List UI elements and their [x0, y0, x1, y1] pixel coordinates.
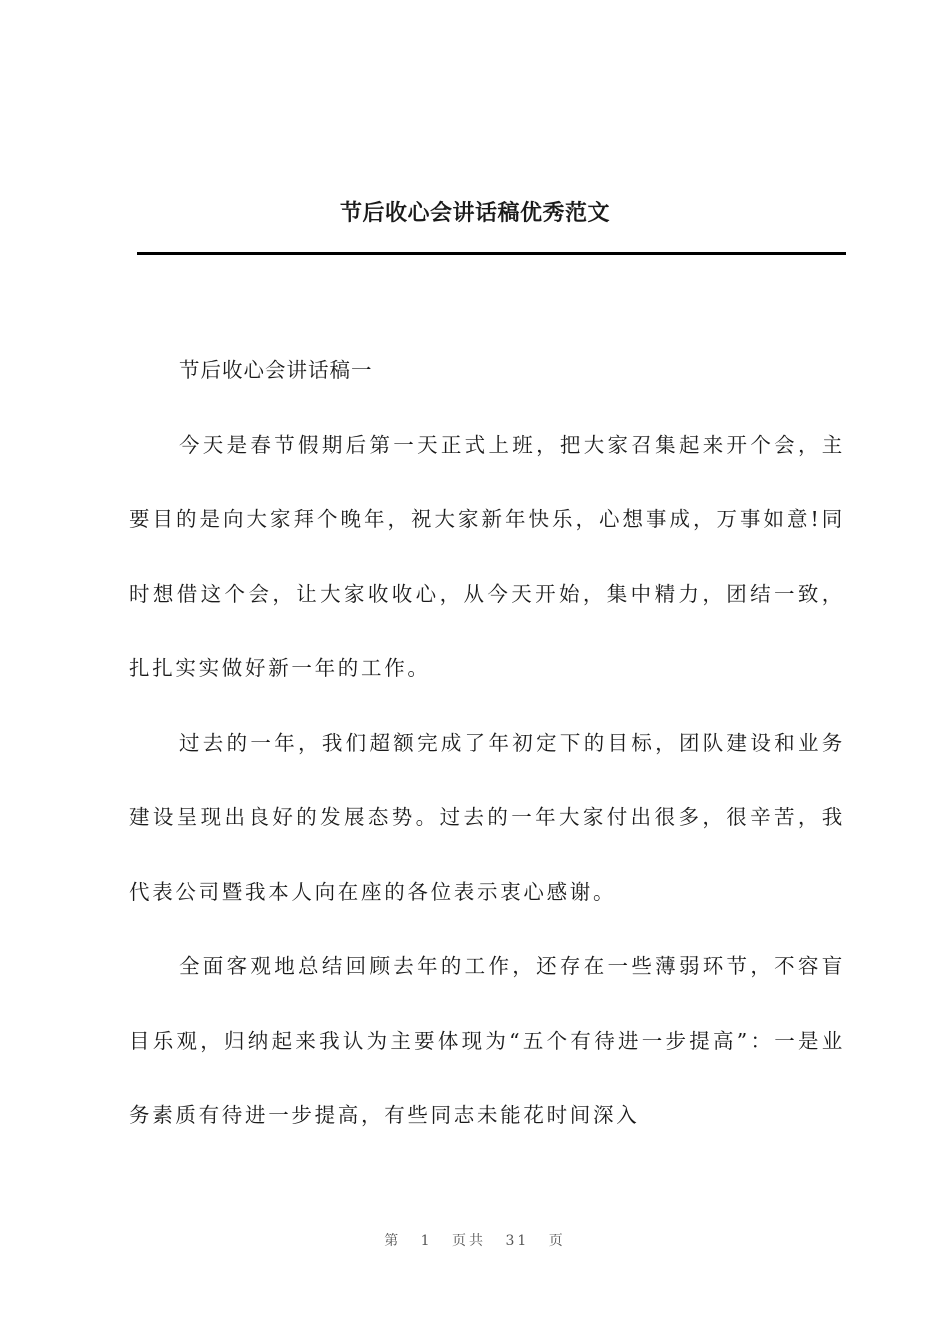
footer-end-label: 页 — [548, 1233, 566, 1249]
paragraph: 全面客观地总结回顾去年的工作，还存在一些薄弱环节，不容盲目乐观，归纳起来我认为主要体现为“五个有待进一步提高”：一是业务素质有待进一步提高，有些同志未能花时间深入 — [129, 954, 845, 1127]
section-heading: 节后收心会讲话稿一 — [179, 358, 373, 382]
footer-page-label: 第 — [384, 1233, 402, 1249]
paragraph: 今天是春节假期后第一天正式上班，把大家召集起来开个会，主要目的是向大家拜个晚年，祝大家新年快乐，心想事成，万事如意!同时想借这个会，让大家收收心，从今天开始，集中精力，团结一致，扎扎实实做好新一年的工作。 — [129, 432, 845, 680]
document-title: 节后收心会讲话稿优秀范文 — [339, 201, 610, 226]
page-footer — [0, 1230, 950, 1250]
footer-total-pages: 31 — [505, 1233, 530, 1249]
title-underline — [137, 252, 846, 255]
footer-current-page: 1 — [420, 1233, 433, 1249]
footer-of-label: 页共 — [452, 1233, 487, 1249]
paragraph: 过去的一年，我们超额完成了年初定下的目标，团队建设和业务建设呈现出良好的发展态势。过去的一年大家付出很多，很辛苦，我代表公司暨我本人向在座的各位表示衷心感谢。 — [129, 730, 845, 904]
document-body — [129, 333, 845, 1153]
